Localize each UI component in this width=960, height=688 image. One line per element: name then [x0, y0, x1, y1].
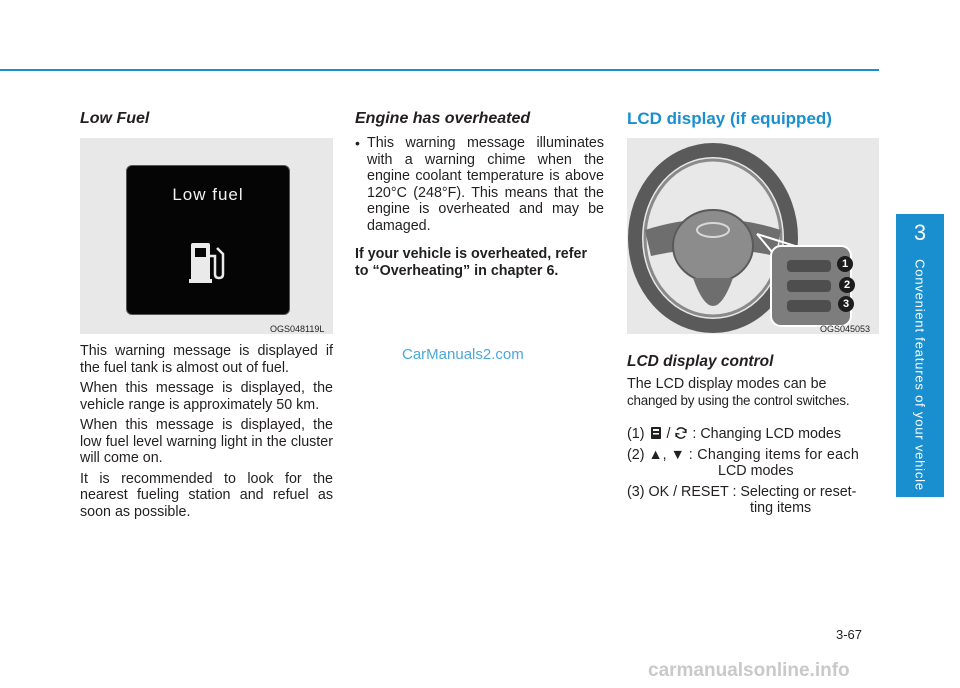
low-fuel-para-1: This warning message is displayed if the fuel tank is almost out of fuel. — [80, 343, 333, 376]
overheated-note: If your vehicle is overheated, refer to “Overheating” in chapter 6. — [355, 246, 588, 279]
lcd-item-1 — [627, 426, 879, 443]
callout-1: 1 — [837, 256, 853, 272]
chapter-tab-label: Convenient features of your vehicle — [912, 259, 928, 491]
lcd-heading: LCD display (if equipped) — [627, 109, 832, 128]
lcd-item-2 — [627, 447, 879, 464]
header-rule — [0, 69, 879, 71]
overheated-heading: Engine has overheated — [355, 110, 531, 127]
lcd-control-section — [627, 353, 879, 517]
lcd-item-3-cont: ting items — [750, 500, 812, 516]
lcd-item-3-text: : Selecting or reset- — [732, 483, 857, 500]
low-fuel-figure — [80, 138, 333, 334]
watermark-text: CarManuals2.com — [402, 346, 524, 363]
mode-icon — [650, 426, 662, 440]
lcd-item-2-num: (2) — [627, 446, 645, 463]
callout-2: 2 — [839, 277, 855, 293]
low-fuel-body — [80, 343, 333, 520]
fuel-pump-icon — [188, 240, 228, 284]
cluster-display-text: Low fuel — [172, 185, 244, 204]
steering-wheel-figure — [627, 138, 879, 334]
lcd-item-3-label: OK / RESET — [648, 483, 729, 500]
lcd-item-1-num: (1) — [627, 426, 645, 442]
lcd-item-3-num: (3) — [627, 483, 645, 500]
low-fuel-figure-code: OGS048119L — [270, 324, 325, 334]
lcd-figure-code: OGS045053 — [820, 324, 871, 334]
low-fuel-para-2: When this message is displayed, the vehicle range is approximately 50 km. — [80, 380, 333, 413]
page-number: 3-67 — [836, 627, 863, 642]
low-fuel-para-3: When this message is displayed, the low fuel level warning light in the cluster will come on. — [80, 417, 333, 466]
lcd-item-1-slash: / — [666, 426, 675, 442]
lcd-section — [627, 109, 879, 129]
lcd-item-2-cont: LCD modes — [718, 463, 794, 479]
lcd-control-heading: LCD display control — [627, 353, 774, 370]
bullet-dot: • — [355, 135, 360, 151]
reset-cycle-icon — [674, 426, 688, 440]
lcd-intro-line-2: changed by using the control switches. — [627, 392, 850, 408]
overheated-bullet-text: This warning message illuminates with a warning chime when the engine coolant temperature is above 120°C (248°F). This means that the engine is overheated and may be damaged. — [367, 135, 604, 234]
footer-watermark: carmanualsonline.info — [648, 660, 850, 681]
lcd-item-2-symbols: ▲, ▼ — [648, 446, 685, 463]
lcd-item-1-text: : Changing LCD modes — [692, 426, 842, 442]
overheated-bullet-item — [355, 135, 604, 234]
callout-3: 3 — [838, 296, 854, 312]
lcd-item-3 — [627, 484, 879, 501]
cluster-display — [126, 165, 290, 315]
low-fuel-heading: Low Fuel — [80, 110, 150, 127]
low-fuel-para-4: It is recommended to look for the nearest fueling station and refuel as soon as possible. — [80, 470, 333, 520]
overheated-section — [355, 110, 604, 279]
lcd-intro-line-1: The LCD display modes can be — [627, 376, 827, 392]
lcd-item-2-text: : Changing items for each — [688, 446, 860, 463]
low-fuel-section — [80, 110, 333, 128]
chapter-tab-number: 3 — [896, 214, 944, 252]
